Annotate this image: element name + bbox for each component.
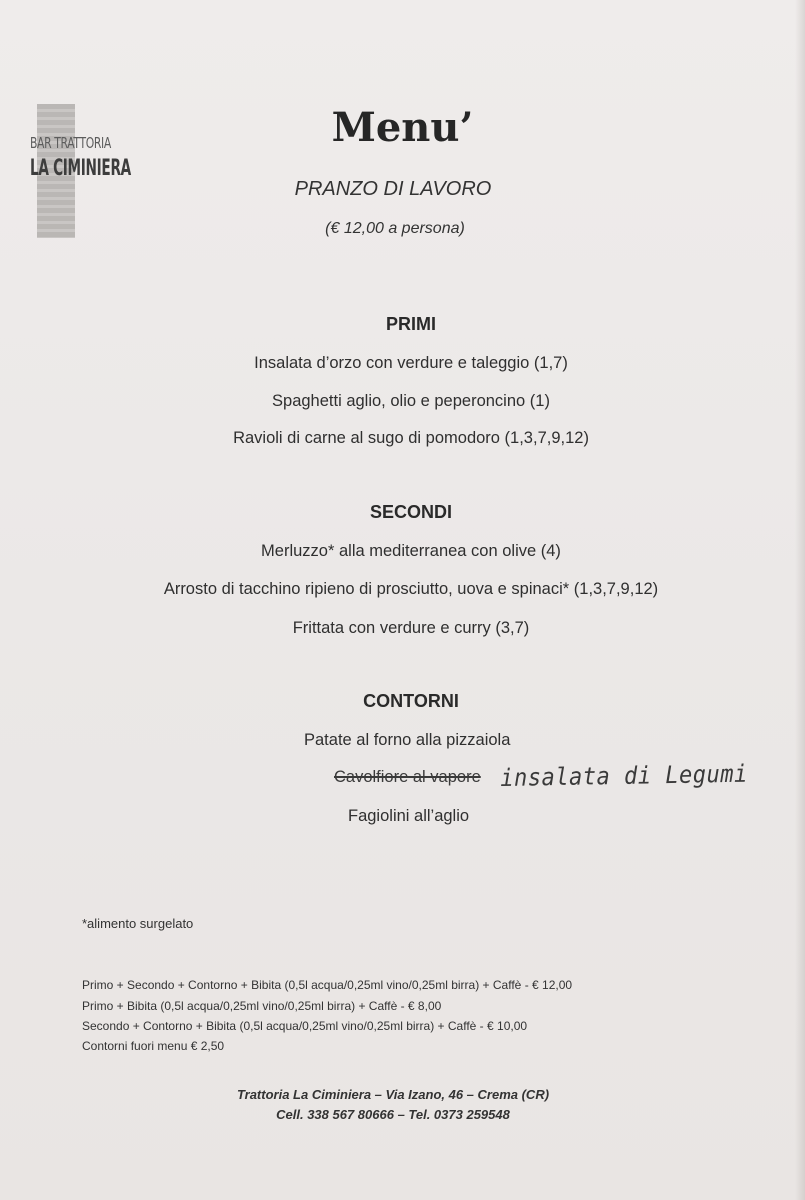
dish-secondi-1: Merluzzo* alla mediterranea con olive (4)	[261, 542, 561, 560]
frozen-food-note: *alimento surgelato	[82, 916, 194, 931]
combo-line-1: Primo + Secondo + Contorno + Bibita (0,5l acqua/0,25ml vino/0,25ml birra) + Caffè - € 12,00	[82, 978, 573, 992]
section-title-primi: PRIMI	[385, 314, 436, 334]
dish-secondi-3: Frittata con verdure e curry (3,7)	[292, 619, 530, 637]
contorno-1: Patate al forno alla pizzaiola	[304, 731, 511, 749]
logo-line-1: BAR TRATTORIA	[30, 134, 111, 152]
menu-title: Menu’	[331, 104, 474, 151]
contorno-2-crossed-out: Cavolfiore al vapore	[334, 768, 481, 786]
menu-price: (€ 12,00 a persona)	[325, 220, 465, 237]
contorno-2-handwritten-replacement: insalata di Legumi	[500, 759, 749, 792]
dish-secondi-2: Arrosto di tacchino ripieno di prosciutto, uova e spinaci* (1,3,7,9,12)	[163, 580, 659, 598]
combo-line-3: Secondo + Contorno + Bibita (0,5l acqua/0,25ml vino/0,25ml birra) + Caffè - € 10,00	[82, 1019, 528, 1033]
footer-address: Trattoria La Ciminiera – Via Izano, 46 – Crema (CR)	[236, 1087, 550, 1102]
footer-phones: Cell. 338 567 80666 – Tel. 0373 259548	[276, 1107, 510, 1122]
menu-subtitle: PRANZO DI LAVORO	[294, 178, 492, 200]
combo-line-2: Primo + Bibita (0,5l acqua/0,25ml vino/0,25ml birra) + Caffè - € 8,00	[82, 999, 442, 1013]
combo-line-4: Contorni fuori menu € 2,50	[82, 1039, 225, 1053]
dish-primi-2: Spaghetti aglio, olio e peperoncino (1)	[272, 392, 550, 410]
logo-line-2: LA CIMINIERA	[30, 156, 131, 181]
section-title-secondi: SECONDI	[369, 502, 452, 522]
section-title-contorni: CONTORNI	[363, 691, 459, 711]
dish-primi-3: Ravioli di carne al sugo di pomodoro (1,3,7,9,12)	[233, 429, 589, 447]
contorno-3: Fagiolini all’aglio	[348, 807, 470, 825]
dish-primi-1: Insalata d’orzo con verdure e taleggio (1,7)	[254, 354, 568, 372]
